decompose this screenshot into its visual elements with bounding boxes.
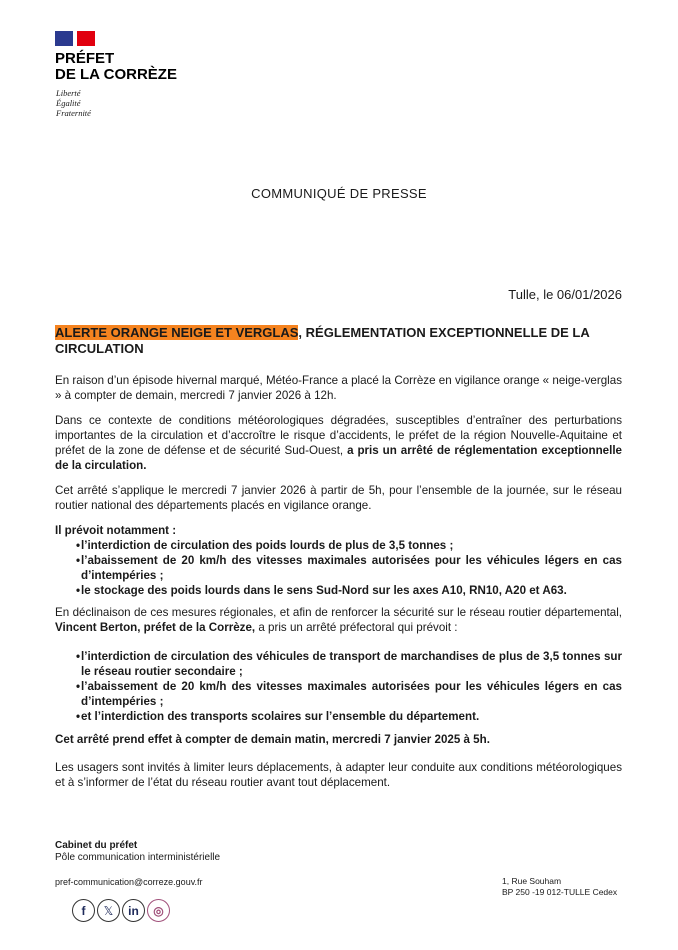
footer-contact — [55, 840, 220, 864]
list-item: • et l’interdiction des transports scolaires sur l’ensemble du département. — [55, 709, 622, 724]
headline-rest: , RÉGLEMENTATION EXCEPTIONNELLE DE LA CIRCULATION — [55, 325, 590, 356]
date-line: Tulle, le 06/01/2026 — [508, 287, 622, 302]
paragraph-2 — [55, 413, 622, 473]
social-links — [72, 899, 170, 922]
paragraph-4-a: En déclinaison de ces mesures régionales, et afin de renforcer la sécurité sur le réseau routier départemental, — [55, 606, 622, 619]
list-item: • l’abaissement de 20 km/h des vitesses maximales autorisées pour les véhicules légers en cas d’intempéries ; — [55, 553, 622, 583]
motto — [56, 88, 91, 118]
paragraph-4-b: a pris un arrêté préfectoral qui prévoit : — [255, 621, 458, 634]
x-twitter-icon[interactable]: 𝕏 — [97, 899, 120, 922]
prefecture-logo-title — [55, 51, 177, 83]
paragraph-5: Cet arrêté prend effet à compter de demain matin, mercredi 7 janvier 2025 à 5h. — [55, 733, 490, 746]
address-line-2: BP 250 -19 012-TULLE Cedex — [502, 887, 618, 897]
list-2 — [55, 649, 622, 724]
paragraph-3: Cet arrêté s’applique le mercredi 7 janvier 2026 à partir de 5h, pour l’ensemble de la journée, sur le réseau routier national des départements placés en vigilance orange. — [55, 484, 622, 512]
logo-line-2: DE LA CORRÈZE — [55, 66, 177, 83]
marianne-flag-logo — [55, 31, 95, 46]
linkedin-icon[interactable]: in — [122, 899, 145, 922]
logo-line-1: PRÉFET — [55, 50, 115, 67]
list-item: • l’abaissement de 20 km/h des vitesses maximales autorisées pour les véhicules légers en cas d’intempéries ; — [55, 679, 622, 709]
paragraph-2-bold: a pris un arrêté de réglementation exceptionnelle de la circulation. — [55, 444, 622, 472]
facebook-icon[interactable]: f — [72, 899, 95, 922]
list-item: • l’interdiction de circulation des poids lourds de plus de 3,5 tonnes ; — [55, 538, 622, 553]
list-item: • le stockage des poids lourds dans le sens Sud-Nord sur les axes A10, RN10, A20 et A63. — [55, 583, 622, 598]
motto-fraternite: Fraternité — [56, 108, 91, 118]
list-1 — [55, 538, 622, 598]
instagram-icon[interactable]: ◎ — [147, 899, 170, 922]
document-type: COMMUNIQUÉ DE PRESSE — [251, 186, 427, 201]
paragraph-6: Les usagers sont invités à limiter leurs déplacements, à adapter leur conduite aux conditions météorologiques et à s’informer de l’état du réseau routier avant tout déplacement. — [55, 761, 622, 789]
list-1-title: Il prévoit notamment : — [55, 524, 177, 537]
paragraph-4 — [55, 605, 622, 635]
paragraph-4-bold: Vincent Berton, préfet de la Corrèze, — [55, 621, 256, 634]
motto-egalite: Égalité — [56, 98, 81, 108]
address-line-1: 1, Rue Souham — [502, 876, 562, 886]
paragraph-1: En raison d’un épisode hivernal marqué, Météo-France a placé la Corrèze en vigilance orange « neige-verglas » à compter de demain, mercredi 7 janvier 2026 à 12h. — [55, 374, 622, 402]
list-item: • l’interdiction de circulation des véhicules de transport de marchandises de plus de 3,5 tonnes sur le réseau routier secondaire ; — [55, 649, 622, 679]
footer-email[interactable]: pref-communication@correze.gouv.fr — [55, 877, 203, 887]
footer-pole: Pôle communication interministérielle — [55, 852, 221, 863]
paragraph-2-text: Dans ce contexte de conditions météorologiques dégradées, susceptibles d’entraîner des perturbations importantes de la circulation et d’accroître le risque d’accidents, le préfet de la région Nouvelle-Aquitaine et préfet de la zone de défense et de sécurité Sud-Ouest, — [55, 414, 622, 457]
motto-liberte: Liberté — [56, 88, 81, 98]
footer-cabinet: Cabinet du préfet — [55, 840, 138, 851]
footer-address — [502, 876, 617, 898]
headline — [55, 325, 622, 357]
headline-highlight: ALERTE ORANGE NEIGE ET VERGLAS — [55, 325, 299, 340]
list-1-section — [55, 523, 622, 598]
